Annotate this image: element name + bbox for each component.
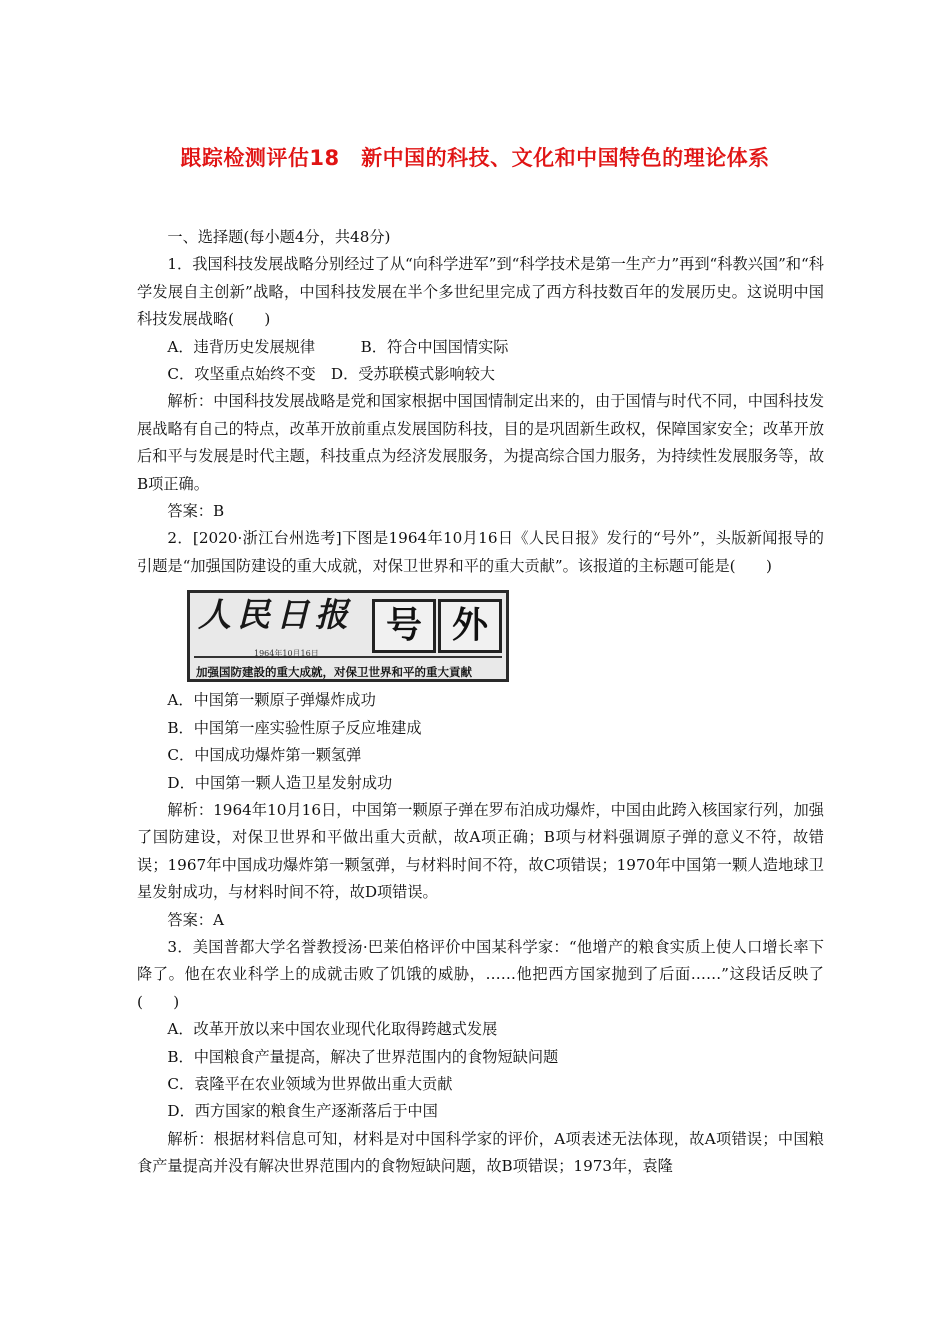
question-2-option-c: C．中国成功爆炸第一颗氢弹 (167, 746, 362, 765)
extra-label-char-2: 外 (438, 599, 502, 653)
question-1-answer: 答案：B (167, 502, 225, 521)
question-3-option-b: B．中国粮食产量提高，解决了世界范围内的食物短缺问题 (167, 1047, 559, 1066)
newspaper-extra-image (187, 590, 509, 682)
section-heading: 一、选择题(每小题4分，共48分) (167, 228, 391, 246)
question-3-analysis: 解析：根据材料信息可知，材料是对中国科学家的评价，A项表述无法体现，故A项错误；中国粮食产量提高并没有解决世界范围内的食物短缺问题，故B项错误；1973年，袁隆 (137, 1129, 824, 1176)
question-3-option-d: D．西方国家的粮食生产逐渐落后于中国 (167, 1102, 438, 1121)
question-1-analysis: 解析：中国科技发展战略是党和国家根据中国国情制定出来的，由于国情与时代不同，中国科技发展战略有自己的特点，改革开放前重点发展国防科技，目的是巩固新生政权，保障国家安全；改革开放后和平与发展是时代主题，科技重点为经济发展服务，为提高综合国力服务，为持续性发展服务等，故B项正确。 (137, 392, 824, 493)
question-3-stem: 3．美国普都大学名誉教授汤·巴莱伯格评价中国某科学家：“他增产的粮食实质上使人口增长率下降了。他在农业科学上的成就击败了饥饿的威胁，……他把西方国家抛到了后面……”这段话反映了( ) (137, 937, 824, 1011)
question-2-option-b: B．中国第一座实验性原子反应堆建成 (167, 718, 422, 737)
question-2-analysis: 解析：1964年10月16日，中国第一颗原子弹在罗布泊成功爆炸，中国由此跨入核国家行列，加强了国防建设，对保卫世界和平做出重大贡献，故A项正确；B项与材料强调原子弹的意义不符，故错误；1967年中国成功爆炸第一颗氢弹，与材料时间不符，故C项错误；1970年中国第一颗人造地球卫星发射成功，与材料时间不符，故D项错误。 (137, 800, 824, 902)
question-3-option-c: C．袁隆平在农业领域为世界做出重大贡献 (167, 1074, 453, 1093)
newspaper-headline: 加强国防建設的重大成就，对保卫世界和平的重大貢献 (196, 665, 472, 680)
page-title: 跟踪检测评估18 新中国的科技、文化和中国特色的理论体系 (180, 146, 770, 170)
question-1-options-cd: C．攻坚重点始终不变 D．受苏联模式影响较大 (167, 365, 495, 384)
question-2-stem: 2．[2020·浙江台州选考]下图是1964年10月16日《人民日报》发行的“号外”，头版新闻报导的引题是“加强国防建设的重大成就，对保卫世界和平的重大贡献”。该报道的主标题可能是( ) (137, 529, 824, 575)
question-1-stem: 1．我国科技发展战略分别经过了从“向科学进军”到“科学技术是第一生产力”再到“科教兴国”和“科学发展自主创新”战略，中国科技发展在半个多世纪里完成了西方科技数百年的发展历史。这说明中国科技发展战略( ) (137, 255, 824, 329)
newspaper-divider (194, 656, 502, 658)
question-2-option-a: A．中国第一颗原子弹爆炸成功 (167, 691, 376, 710)
extra-label-char-1: 号 (372, 599, 436, 653)
newspaper-date: 1964年10月16日 (254, 649, 319, 659)
document-body (137, 224, 824, 1181)
question-1-options-ab: A．违背历史发展规律 B．符合中国国情实际 (167, 337, 509, 356)
question-2-answer: 答案：A (167, 910, 224, 929)
question-3-option-a: A．改革开放以来中国农业现代化取得跨越式发展 (167, 1020, 498, 1039)
newspaper-masthead: 人民日报 (198, 595, 354, 635)
question-2-option-d: D．中国第一颗人造卫星发射成功 (167, 773, 393, 792)
